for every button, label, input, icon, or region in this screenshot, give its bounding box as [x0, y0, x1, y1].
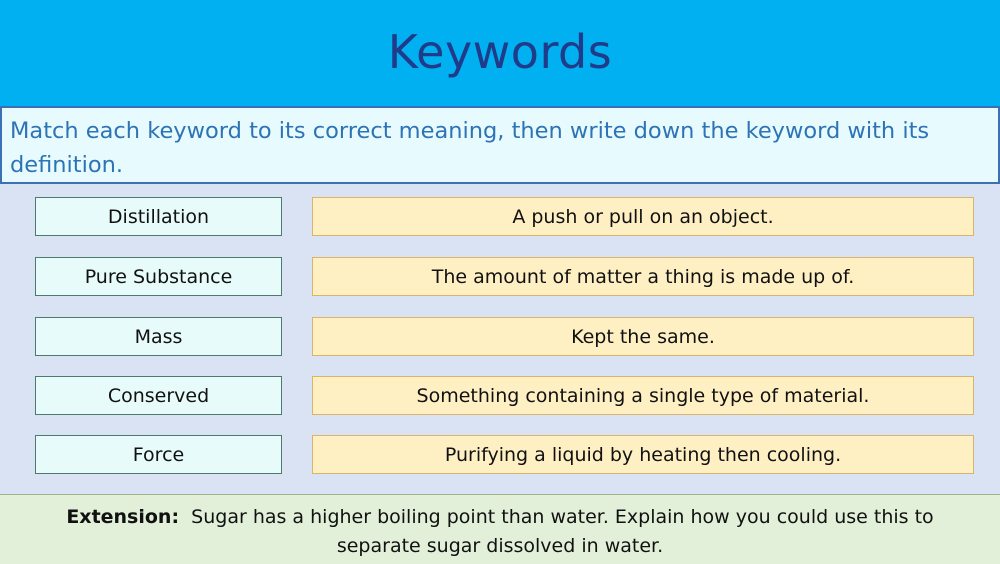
- definition-card[interactable]: The amount of matter a thing is made up of.: [312, 257, 974, 296]
- keyword-card-pure-substance[interactable]: Pure Substance: [35, 257, 282, 296]
- definition-card[interactable]: Kept the same.: [312, 317, 974, 356]
- extension-box: [0, 494, 1000, 564]
- keyword-card-mass[interactable]: Mass: [35, 317, 282, 356]
- title-bar: [0, 0, 1000, 106]
- extension-label: Extension:: [66, 506, 180, 528]
- definition-card[interactable]: Something containing a single type of material.: [312, 376, 974, 415]
- extension-text: Sugar has a higher boiling point than water. Explain how you could use this to separate sugar dissolved in water.: [191, 506, 934, 557]
- instructions-box: Match each keyword to its correct meaning, then write down the keyword with its definition.: [0, 106, 1000, 184]
- page-title: Keywords: [387, 25, 613, 79]
- keyword-card-conserved[interactable]: Conserved: [35, 376, 282, 415]
- matching-area: [0, 184, 1000, 494]
- keyword-card-distillation[interactable]: Distillation: [35, 197, 282, 236]
- definition-card[interactable]: Purifying a liquid by heating then cooling.: [312, 435, 974, 474]
- keyword-card-force[interactable]: Force: [35, 435, 282, 474]
- definition-card[interactable]: A push or pull on an object.: [312, 197, 974, 236]
